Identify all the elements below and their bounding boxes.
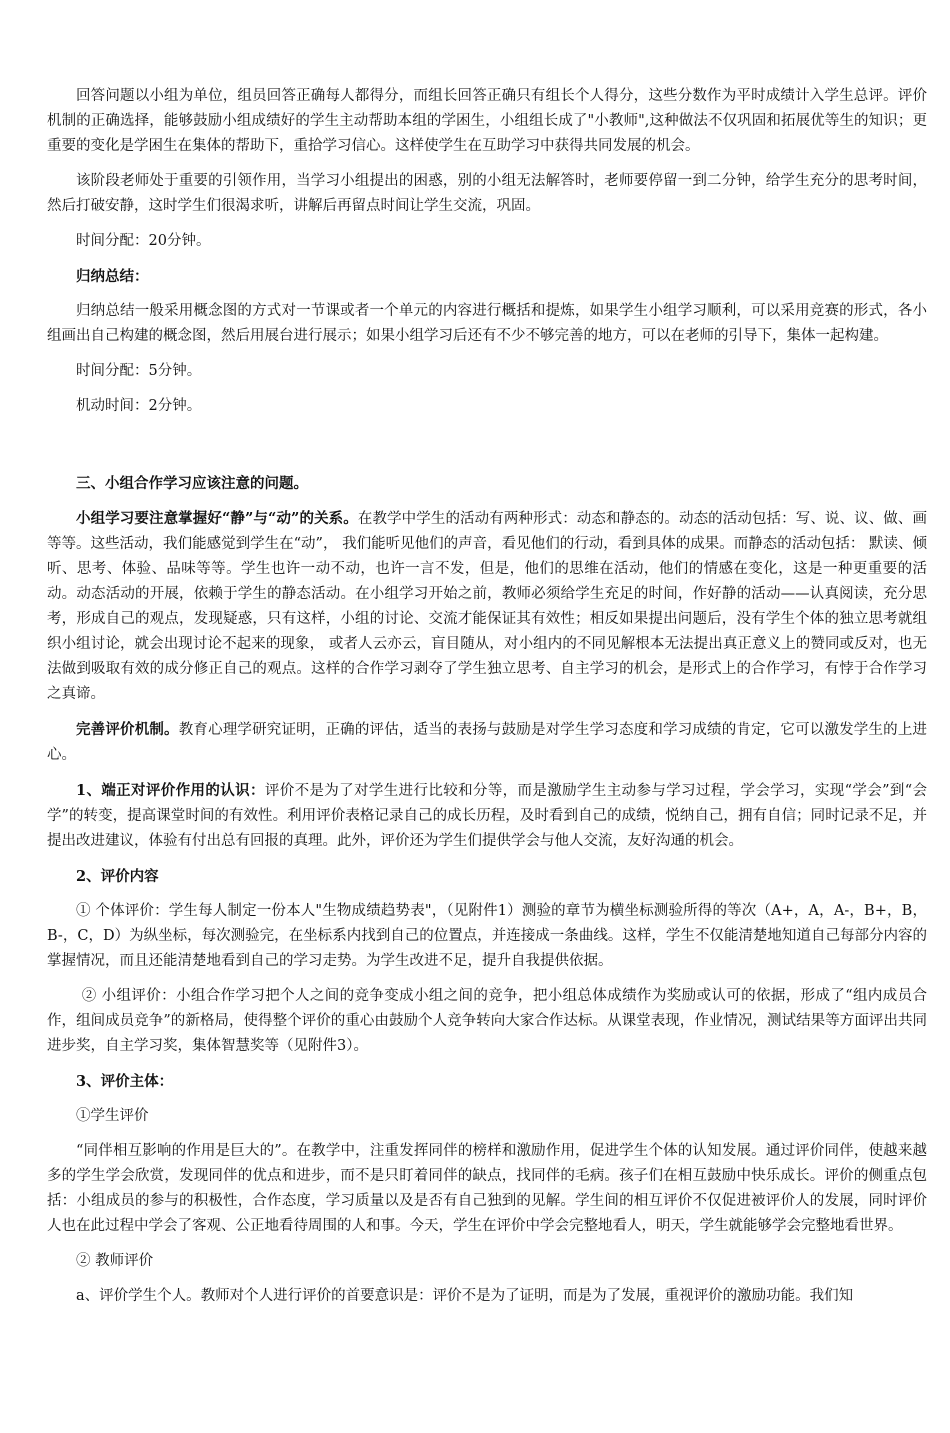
- paragraph-time-5: 时间分配：5分钟。: [76, 363, 202, 379]
- lead-static-dynamic: 小组学习要注意掌握好“静”与“动”的关系。: [76, 510, 358, 527]
- paragraph-flex-time: 机动时间：2分钟。: [76, 398, 202, 414]
- paragraph-static-dynamic: [47, 506, 927, 707]
- paragraph-teacher-role: 该阶段老师处于重要的引领作用，当学习小组提出的困惑，别的小组无法解答时，老师要停留一到二分钟，给学生充分的思考时间，然后打破安静，这时学生们很渴求听，讲解后再留点时间让学生交流，巩固。: [47, 173, 927, 214]
- lead-evaluation-role: 1、端正对评价作用的认识：: [76, 782, 265, 799]
- paragraph-group-scoring: 回答问题以小组为单位，组员回答正确每人都得分，而组长回答正确只有组长个人得分，这些分数作为平时成绩计入学生总评。评价机制的正确选择，能够鼓励小组成绩好的学生主动帮助本组的学困生，小组组长成了"小教师",这种做法不仅巩固和拓展优等生的知识；更重要的变化是学困生在集体的帮助下，重拾学习信心。这样使学生在互助学习中获得共同发展的机会。: [47, 88, 927, 154]
- paragraph-evaluation-mechanism: [47, 717, 927, 768]
- heading-evaluation-content: 2、评价内容: [76, 868, 159, 885]
- section-spacer: [47, 429, 927, 471]
- heading-summary: 归纳总结：: [76, 268, 149, 285]
- paragraph-student-evaluation-title: ①学生评价: [76, 1108, 149, 1124]
- paragraph-group-evaluation: ② 小组评价：小组合作学习把个人之间的竞争变成小组之间的竞争，把小组总体成绩作为奖励或认可的依据，形成了“组内成员合作，组间成员竞争”的新格局，使得整个评价的重心由鼓励个人竞争转向大家合作达标。从课堂表现，作业情况，测试结果等方面评出共同进步奖，自主学习奖，集体智慧奖等（见附件3）。: [47, 988, 927, 1054]
- document-page: [47, 84, 927, 1319]
- paragraph-time-20: 时间分配：20分钟。: [76, 233, 211, 249]
- heading-evaluation-subject: 3、评价主体：: [76, 1073, 174, 1090]
- paragraph-evaluate-individual: a、评价学生个人。教师对个人进行评价的首要意识是：评价不是为了证明，而是为了发展，重视评价的激励功能。我们知: [76, 1288, 854, 1304]
- lead-evaluation-mechanism: 完善评价机制。: [76, 721, 179, 738]
- text-evaluation-role: 评价不是为了对学生进行比较和分等，而是激励学生主动参与学习过程，学会学习，实现“学会”到“会学”的转变，提高课堂时间的有效性。利用评价表格记录自己的成长历程，及时看到自己的成绩，悦纳自己，拥有自信；同时记录不足，并提出改进建议，体验有付出总有回报的真理。此外，评价还为学生们提供学会与他人交流，友好沟通的机会。: [47, 783, 927, 849]
- paragraph-evaluation-role: [47, 778, 927, 854]
- text-evaluation-mechanism: 教育心理学研究证明，正确的评估，适当的表扬与鼓励是对学生学习态度和学习成绩的肯定，它可以激发学生的上进心。: [47, 722, 928, 763]
- paragraph-summary: 归纳总结一般采用概念图的方式对一节课或者一个单元的内容进行概括和提炼，如果学生小组学习顺利，可以采用竞赛的形式，各小组画出自己构建的概念图，然后用展台进行展示；如果小组学习后还有不少不够完善的地方，可以在老师的引导下，集体一起构建。: [47, 303, 927, 344]
- paragraph-peer-influence: “同伴相互影响的作用是巨大的”。在教学中，注重发挥同伴的榜样和激励作用，促进学生个体的认知发展。通过评价同伴，使越来越多的学生学会欣赏，发现同伴的优点和进步，而不是只盯着同伴的缺点，找同伴的毛病。孩子们在相互鼓励中快乐成长。评价的侧重点包括：小组成员的参与的积极性，合作态度，学习质量以及是否有自己独到的见解。学生间的相互评价不仅促进被评价人的发展，同时评价人也在此过程中学会了客观、公正地看待周围的人和事。今天，学生在评价中学会完整地看人，明天，学生就能够学会完整地看世界。: [47, 1143, 927, 1234]
- text-static-dynamic: 在教学中学生的活动有两种形式：动态和静态的。动态的活动包括：写、说、议、做、画等等。这些活动，我们能感觉到学生在“动”， 我们能听见他们的声音，看见他们的行动，看到具体的成果。而静态的活动包括： 默读、倾听、思考、体验、品味等等。学生也许一动不动，也许一言不发，但是，他们的思维在活动，他们的情感在变化，这是一种更重要的活动。动态活动的开展，依赖于学生的静态活动。在小组学习开始之前，教师必须给学生充足的时间，作好静的活动——认真阅读，充分思考，形成自己的观点，发现疑惑，只有这样，小组的讨论、交流才能保证其有效性；相反如果提出问题后，没有学生个体的独立思考就组织小组讨论，就会出现讨论不起来的现象， 或者人云亦云，盲目随从，对小组内的不同见解根本无法提出真正意义上的赞同或反对，也无法做到吸取有效的成分修正自己的观点。这样的合作学习剥夺了学生独立思考、自主学习的机会，是形式上的合作学习，有悖于合作学习之真谛。: [47, 511, 927, 702]
- paragraph-individual-evaluation: ① 个体评价：学生每人制定一份本人"生物成绩趋势表"，（见附件1）测验的章节为横坐标测验所得的等次（A+，A，A-，B+，B，B-，C，D）为纵坐标，每次测验完，在坐标系内找到自己的位置点，并连接成一条曲线。这样，学生不仅能清楚地知道自己每部分内容的掌握情况，而且还能清楚地看到自己的学习走势。为学生改进不足，提升自我提供依据。: [47, 903, 927, 969]
- paragraph-teacher-evaluation-title: ② 教师评价: [76, 1253, 154, 1269]
- heading-section-3: 三、小组合作学习应该注意的问题。: [76, 475, 308, 492]
